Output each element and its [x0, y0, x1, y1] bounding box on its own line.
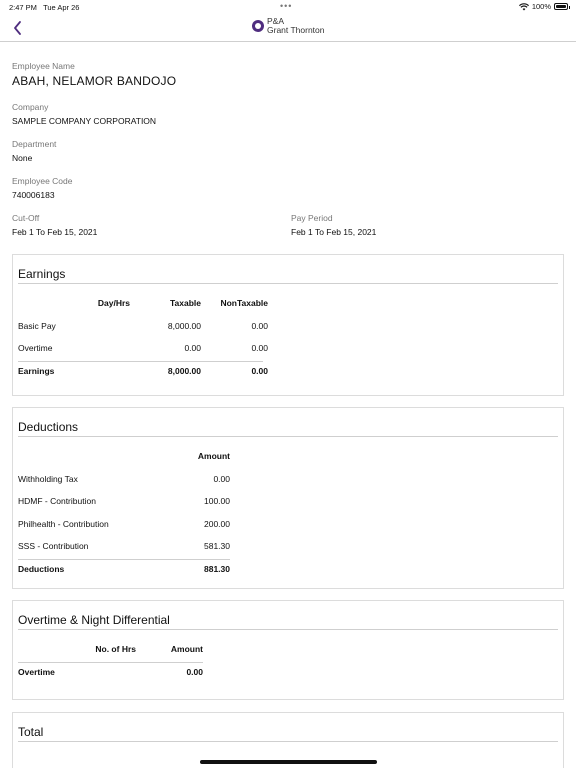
earnings-col-dayhrs: Day/Hrs [97, 298, 130, 308]
overtime-header-row [18, 644, 203, 667]
battery-percent: 100% [531, 2, 551, 11]
logo-text [267, 17, 325, 35]
earnings-total-divider [18, 361, 263, 362]
employee-name-field [12, 61, 176, 88]
earnings-card [12, 254, 564, 396]
overtime-table [18, 644, 203, 689]
deductions-table [18, 451, 230, 586]
earnings-divider [18, 283, 558, 284]
total-amount: 0.00 [186, 666, 203, 677]
overtime-col-hrs: No. of Hrs [95, 644, 136, 654]
deductions-col-amount: Amount [197, 451, 230, 461]
earnings-header-row [18, 298, 268, 321]
home-indicator[interactable] [200, 760, 377, 764]
deductions-total-row [18, 564, 230, 587]
cutoff-value: Feb 1 To Feb 15, 2021 [12, 227, 98, 237]
total-divider [18, 741, 558, 742]
logo-line1: P&A [267, 16, 285, 26]
deductions-divider [18, 436, 558, 437]
row-label: SSS - Contribution [18, 541, 89, 551]
total-amount: 881.30 [204, 563, 230, 574]
row-amount: 100.00 [204, 496, 230, 506]
table-row [18, 519, 230, 542]
employee-code-field [12, 176, 72, 200]
overtime-divider [18, 629, 558, 630]
status-right [519, 2, 568, 11]
earnings-col-nontaxable: NonTaxable [220, 298, 268, 308]
overtime-total-divider [18, 662, 203, 663]
row-amount: 200.00 [204, 518, 230, 529]
pay-period-field [291, 213, 376, 237]
status-bar [0, 0, 576, 14]
row-taxable: 0.00 [184, 343, 201, 353]
table-row [18, 496, 230, 519]
total-label: Earnings [18, 365, 55, 376]
row-label: Overtime [18, 343, 53, 353]
table-row [18, 343, 268, 366]
pay-period-label: Pay Period [291, 213, 333, 223]
pay-period-value: Feb 1 To Feb 15, 2021 [291, 227, 377, 237]
total-nontaxable: 0.00 [251, 365, 268, 376]
earnings-total-row [18, 366, 268, 389]
table-row [18, 321, 268, 344]
table-row [18, 541, 230, 564]
nav-bar [0, 14, 576, 42]
status-time: 2:47 PM Tue Apr 26 [9, 3, 80, 12]
company-field [12, 102, 156, 126]
battery-icon [554, 3, 568, 10]
company-label: Company [12, 102, 49, 112]
overtime-title: Overtime & Night Differential [18, 613, 170, 627]
department-field [12, 139, 56, 163]
total-label: Deductions [18, 563, 65, 574]
multitasking-dots-icon[interactable]: ••• [280, 1, 293, 11]
earnings-title: Earnings [18, 267, 66, 281]
row-label: HDMF - Contribution [18, 496, 96, 506]
employee-name-label: Employee Name [12, 61, 75, 71]
wifi-icon [519, 3, 529, 11]
row-amount: 581.30 [204, 541, 230, 551]
deductions-title: Deductions [18, 420, 79, 434]
deductions-header-row [18, 451, 230, 474]
row-label: Basic Pay [18, 320, 56, 331]
employee-name-value: ABAH, NELAMOR BANDOJO [12, 74, 177, 88]
overtime-card [12, 600, 564, 700]
grant-thornton-logo [252, 17, 325, 35]
logo-line2: Grant Thornton [267, 25, 325, 35]
total-label: Overtime [18, 666, 55, 677]
department-value: None [12, 153, 33, 163]
earnings-table [18, 298, 268, 388]
employee-code-label: Employee Code [12, 176, 73, 186]
earnings-col-taxable: Taxable [169, 298, 201, 308]
row-amount: 0.00 [213, 473, 230, 484]
logo-mark-icon [252, 20, 264, 32]
row-nontaxable: 0.00 [251, 343, 268, 353]
row-nontaxable: 0.00 [251, 320, 268, 331]
cutoff-field [12, 213, 97, 237]
row-taxable: 8,000.00 [167, 320, 201, 331]
overtime-col-amount: Amount [170, 644, 203, 654]
deductions-card [12, 407, 564, 589]
total-taxable: 8,000.00 [167, 365, 201, 376]
total-title: Total [18, 725, 44, 739]
back-chevron-icon[interactable] [10, 19, 26, 37]
overtime-total-row [18, 667, 203, 690]
employee-code-value: 740006183 [12, 190, 55, 200]
department-label: Department [12, 139, 57, 149]
row-label: Withholding Tax [18, 473, 78, 484]
row-label: Philhealth - Contribution [18, 518, 109, 529]
company-value: SAMPLE COMPANY CORPORATION [12, 116, 157, 126]
deductions-total-divider [18, 559, 230, 560]
table-row [18, 474, 230, 497]
cutoff-label: Cut-Off [12, 213, 40, 223]
